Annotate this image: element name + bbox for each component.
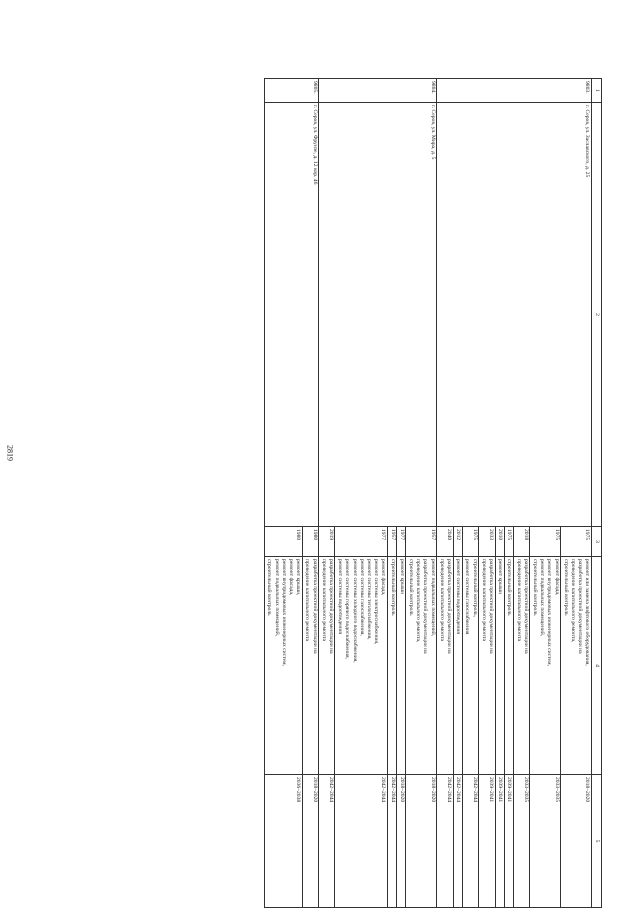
building-address: г. Серов, ул. Мира, д. 5 bbox=[319, 103, 437, 527]
table-row bbox=[561, 79, 592, 908]
period-cell: 2039–2041 bbox=[495, 775, 504, 908]
building-address: г. Серов, ул. Заславского, д. 25 bbox=[437, 103, 592, 527]
year-cell: 1957 bbox=[406, 527, 437, 557]
work-cell: строительный контроль bbox=[504, 557, 513, 775]
building-address: г. Серов, ул. Фрунзе, д. 12 кор. 46 bbox=[264, 103, 318, 527]
building-number: 9804. bbox=[319, 79, 437, 103]
period-cell: 2018–2020 bbox=[397, 775, 406, 908]
year-cell: 2018 bbox=[513, 527, 529, 557]
building-number: 9803. bbox=[437, 79, 592, 103]
year-cell: 1975 bbox=[504, 527, 513, 557]
work-cell: строительный контроль, ремонт системы газоснабжения bbox=[462, 557, 478, 775]
page-number: 2819 bbox=[5, 445, 15, 461]
table-row bbox=[302, 79, 318, 908]
year-cell: 2040 bbox=[437, 527, 453, 557]
work-cell: разработка проектной документации на проведение капитального ремонта bbox=[513, 557, 529, 775]
year-cell: 1975 bbox=[530, 527, 561, 557]
work-cell: разработка проектной документации на проведение капитального ремонта bbox=[302, 557, 318, 775]
work-cell: ремонт или замена лифтового оборудования, разработка проектной документации на проведение капитального ремонта, строительный контроль bbox=[561, 557, 592, 775]
year-cell: 1980 bbox=[302, 527, 318, 557]
column-header-1: 1 bbox=[592, 79, 602, 103]
year-cell: 1977 bbox=[335, 527, 387, 557]
year-cell: 2019 bbox=[319, 527, 335, 557]
period-cell: 2042–2044 bbox=[387, 775, 396, 908]
period-cell: 2039–2041 bbox=[504, 775, 513, 908]
work-cell: ремонт фасада, ремонт системы электроснабжения, ремонт системы теплоснабжения, ремонт системы газоснабжения, ремонт системы холодного водоснабжения, ремонт системы горячего водоснабжения, ремонт системы водоотведения bbox=[335, 557, 387, 775]
period-cell: 2018–2020 bbox=[406, 775, 437, 908]
period-cell: 2042–2044 bbox=[319, 775, 335, 908]
rotated-table-container bbox=[82, 78, 602, 907]
table-row bbox=[406, 79, 437, 908]
column-number-row bbox=[592, 79, 602, 908]
year-cell: 1975 bbox=[462, 527, 478, 557]
work-cell: ремонт системы водоотведения bbox=[453, 557, 462, 775]
work-cell: разработка проектной документации на проведение капитального ремонта bbox=[437, 557, 453, 775]
column-header-4: 4 bbox=[592, 557, 602, 775]
year-cell: 1957 bbox=[387, 527, 396, 557]
period-cell: 2033–2035 bbox=[530, 775, 561, 908]
page-number-container bbox=[0, 438, 20, 468]
year-cell: 1980 bbox=[264, 527, 302, 557]
year-cell: 2010 bbox=[495, 527, 504, 557]
period-cell: 2039–2041 bbox=[479, 775, 495, 908]
work-cell: ремонт крыши bbox=[397, 557, 406, 775]
period-cell: 2042–2044 bbox=[437, 775, 453, 908]
period-cell: 2033–2035 bbox=[513, 775, 529, 908]
period-cell: 2018–2020 bbox=[302, 775, 318, 908]
work-cell: разработка проектной документации на проведение капитального ремонта bbox=[319, 557, 335, 775]
period-cell: 2042–2044 bbox=[453, 775, 462, 908]
building-number: 9805. bbox=[264, 79, 318, 103]
work-cell: ремонт фасада, ремонт внутридомовых инженерных систем, ремонт подвальных помещений, строительный контроль bbox=[530, 557, 561, 775]
work-cell: ремонт подвальных помещений, разработка проектной документации на проведение капитального ремонта, строительный контроль bbox=[406, 557, 437, 775]
period-cell: 2042–2044 bbox=[462, 775, 478, 908]
repair-schedule-table bbox=[264, 78, 602, 908]
work-cell: ремонт крыши, ремонт фасада, ремонт внутридомовых инженерных систем, ремонт подвальных помещений, строительный контроль bbox=[264, 557, 302, 775]
column-header-3: 3 bbox=[592, 527, 602, 557]
year-cell: 2012 bbox=[453, 527, 462, 557]
year-cell: 2033 bbox=[479, 527, 495, 557]
work-cell: разработка проектной документации на проведение капитального ремонта bbox=[479, 557, 495, 775]
table-wrapper bbox=[82, 78, 602, 907]
period-cell: 2018–2020 bbox=[561, 775, 592, 908]
year-cell: 1977 bbox=[397, 527, 406, 557]
work-cell: ремонт крыши bbox=[495, 557, 504, 775]
work-cell: строительный контроль bbox=[387, 557, 396, 775]
period-cell: 2036–2038 bbox=[264, 775, 302, 908]
period-cell: 2042–2044 bbox=[335, 775, 387, 908]
year-cell: 1975 bbox=[561, 527, 592, 557]
column-header-2: 2 bbox=[592, 103, 602, 527]
column-header-5: 5 bbox=[592, 775, 602, 908]
